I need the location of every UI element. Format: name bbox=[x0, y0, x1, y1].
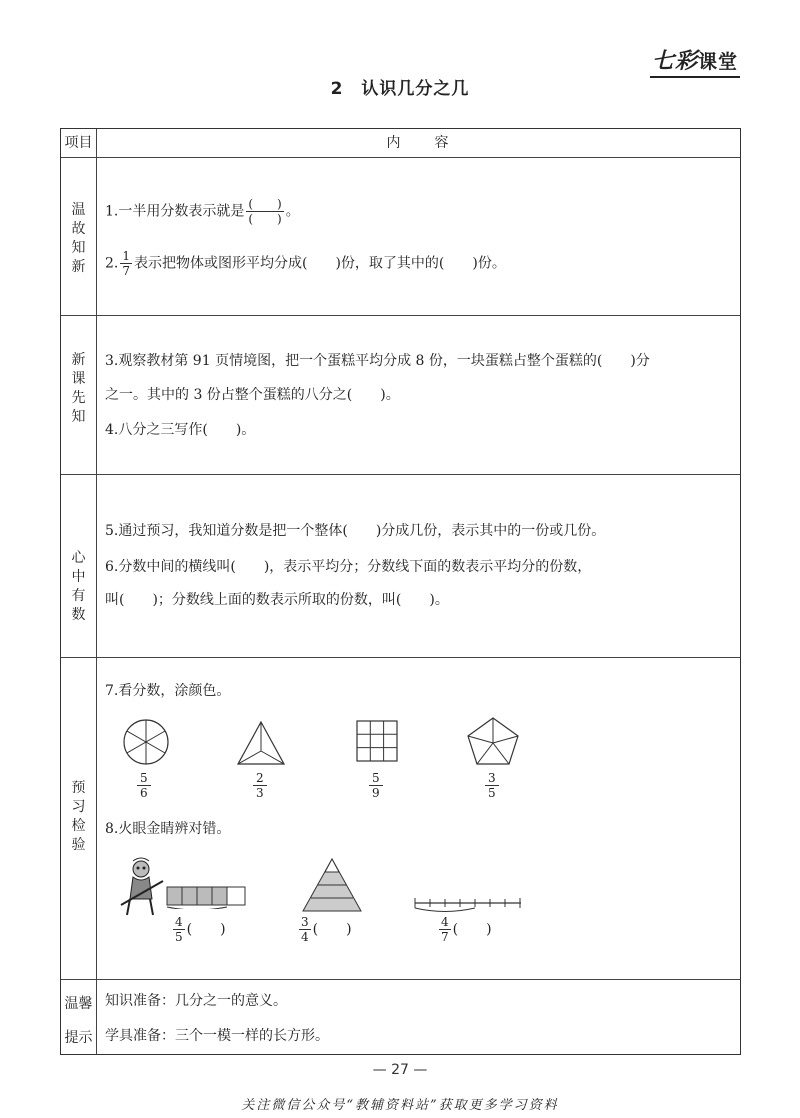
fraction-5-9: 5 9 bbox=[369, 771, 383, 800]
question-2: 2. $\frac{1}{7}$ 表示把物体或图形平均分成( )份，取了其中的( )份。 bbox=[105, 249, 506, 278]
header-item: 项目 bbox=[64, 135, 93, 151]
question-4: 4.八分之三写作( )。 bbox=[105, 422, 256, 438]
question-7: 7.看分数，涂颜色。 bbox=[105, 683, 231, 699]
tip-knowledge: 知识准备：几分之一的意义。 bbox=[105, 993, 287, 1009]
layered-triangle-figure[interactable] bbox=[301, 857, 363, 913]
section-label-new: 新 课 先 知 bbox=[71, 352, 86, 425]
tip-materials: 学具准备：三个一模一样的长方形。 bbox=[105, 1028, 329, 1044]
circle-sixths-figure[interactable] bbox=[121, 717, 171, 767]
question-3-line2: 之一。其中的 3 份占整个蛋糕的八分之( )。 bbox=[105, 387, 400, 403]
question-6-line1: 6.分数中间的横线叫( )，表示平均分；分数线下面的数表示平均分的份数， bbox=[105, 559, 592, 575]
row-divider bbox=[61, 474, 740, 475]
question-5: 5.通过预习，我知道分数是把一个整体( )分成几份，表示其中的一份或几份。 bbox=[105, 523, 606, 539]
page-title: 2 认识几分之几 bbox=[330, 79, 470, 99]
row-divider bbox=[61, 157, 740, 158]
answer-blank[interactable]: ( ) bbox=[452, 921, 492, 938]
section-label-check: 预 习 检 验 bbox=[71, 780, 86, 853]
fraction-5-6: 5 6 bbox=[137, 771, 151, 800]
fraction-2-3: 2 3 bbox=[253, 771, 267, 800]
row-divider bbox=[61, 657, 740, 658]
bar-model-figure[interactable] bbox=[165, 885, 249, 909]
footer-note: 关注微信公众号“教辅资料站”获取更多学习资料 bbox=[241, 1098, 559, 1113]
q8-item-2: $\frac{3}{4}$ ( ) bbox=[301, 915, 352, 944]
section-label-review: 温 故 知 新 bbox=[71, 202, 86, 275]
header-content: 内 容 bbox=[386, 135, 451, 151]
number-line-figure[interactable] bbox=[413, 893, 525, 915]
pentagon-fifths-figure[interactable] bbox=[465, 715, 521, 767]
worksheet-table bbox=[60, 128, 741, 1055]
triangle-thirds-figure[interactable] bbox=[235, 719, 287, 767]
q8-item-3: $\frac{4}{7}$ ( ) bbox=[441, 915, 492, 944]
section-label-tips: 温馨 提示 bbox=[64, 996, 93, 1046]
answer-fraction-blank[interactable]: $\frac{( )}{( )}$ bbox=[248, 197, 282, 226]
row-divider bbox=[61, 315, 740, 316]
section-label-mind: 心 中 有 数 bbox=[71, 550, 86, 623]
question-8: 8.火眼金睛辨对错。 bbox=[105, 821, 231, 837]
question-6-line2: 叫( )；分数线上面的数表示所取的份数，叫( )。 bbox=[105, 592, 449, 608]
question-1: 1.一半用分数表示就是 $\frac{( )}{( )}$ 。 bbox=[105, 197, 300, 226]
answer-blank[interactable]: ( ) bbox=[312, 921, 352, 938]
column-divider bbox=[96, 129, 97, 1054]
row-divider bbox=[61, 979, 740, 980]
grid-ninths-figure[interactable] bbox=[355, 719, 399, 763]
monkey-king-illustration bbox=[119, 857, 165, 917]
brand-logo: 七彩课堂 bbox=[650, 44, 740, 78]
fraction-3-5: 3 5 bbox=[485, 771, 499, 800]
question-3-line1: 3.观察教材第 91 页情境图，把一个蛋糕平均分成 8 份，一块蛋糕占整个蛋糕的( )分 bbox=[105, 353, 650, 369]
answer-blank[interactable]: ( ) bbox=[186, 921, 226, 938]
fraction-1-7: $\frac{1}{7}$ bbox=[122, 249, 130, 278]
page-number: — 27 — bbox=[372, 1062, 428, 1078]
q8-item-1: $\frac{4}{5}$ ( ) bbox=[175, 915, 226, 944]
